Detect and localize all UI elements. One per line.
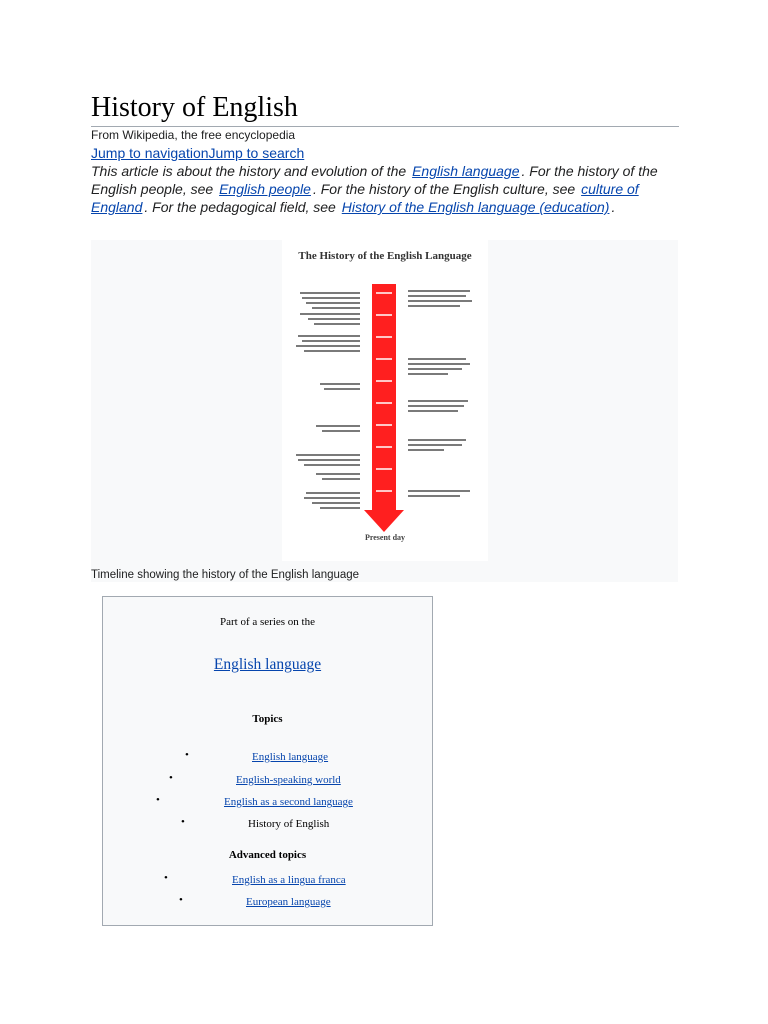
hatnote-text: . For the pedagogical field, see [144,199,340,215]
hatnote [91,162,681,216]
culture-of-england-link[interactable]: culture of England [91,181,639,215]
history-of-english-education-link[interactable]: History of the English language (education) [341,199,610,215]
topic-current-history-of-english: History of English [248,818,330,830]
advanced-topics-heading: Advanced topics [228,849,307,861]
timeline-arrow [364,284,404,532]
topic-link-english-language[interactable]: English language [252,751,329,763]
hatnote-text: . [611,199,616,215]
hatnote-text: . For the history of the English people, see [91,163,658,197]
page-title: History of English [91,92,679,127]
topic-link-english-second-language[interactable]: English as a second language [224,796,353,808]
timeline-arrow-graphic [282,240,488,561]
bullet-icon: • [169,772,173,784]
timeline-image-title: The History of the English Language [298,250,472,262]
jump-to-navigation-link[interactable]: Jump to navigation [91,145,209,161]
timeline-image[interactable] [282,240,488,561]
timeline-figure [91,240,678,582]
advanced-link-european-language[interactable]: European language [246,896,331,908]
english-language-link[interactable]: English language [412,163,520,179]
hatnote-text: . For the history of the English culture, see [312,181,580,197]
bullet-icon: • [181,816,185,828]
advanced-link-lingua-franca[interactable]: English as a lingua franca [232,874,346,886]
topics-heading: Topics [252,713,283,725]
jump-to-search-link[interactable]: Jump to search [208,145,305,161]
jump-links [91,144,304,162]
series-above-label: Part of a series on the [220,616,315,628]
bullet-icon: • [156,794,160,806]
site-tagline: From Wikipedia, the free encyclopedia [91,128,296,142]
bullet-icon: • [164,872,168,884]
present-day-label: Present day [364,533,406,542]
topic-link-english-speaking-world[interactable]: English-speaking world [236,774,341,786]
english-people-link[interactable]: English people [219,181,311,197]
hatnote-text: This article is about the history and evolution of the [91,163,411,179]
series-title-link[interactable]: English language [213,656,322,673]
figure-caption: Timeline showing the history of the English language [91,569,360,581]
bullet-icon: • [185,749,189,761]
series-title [103,656,432,674]
bullet-icon: • [179,894,183,906]
series-infobox [102,596,433,926]
